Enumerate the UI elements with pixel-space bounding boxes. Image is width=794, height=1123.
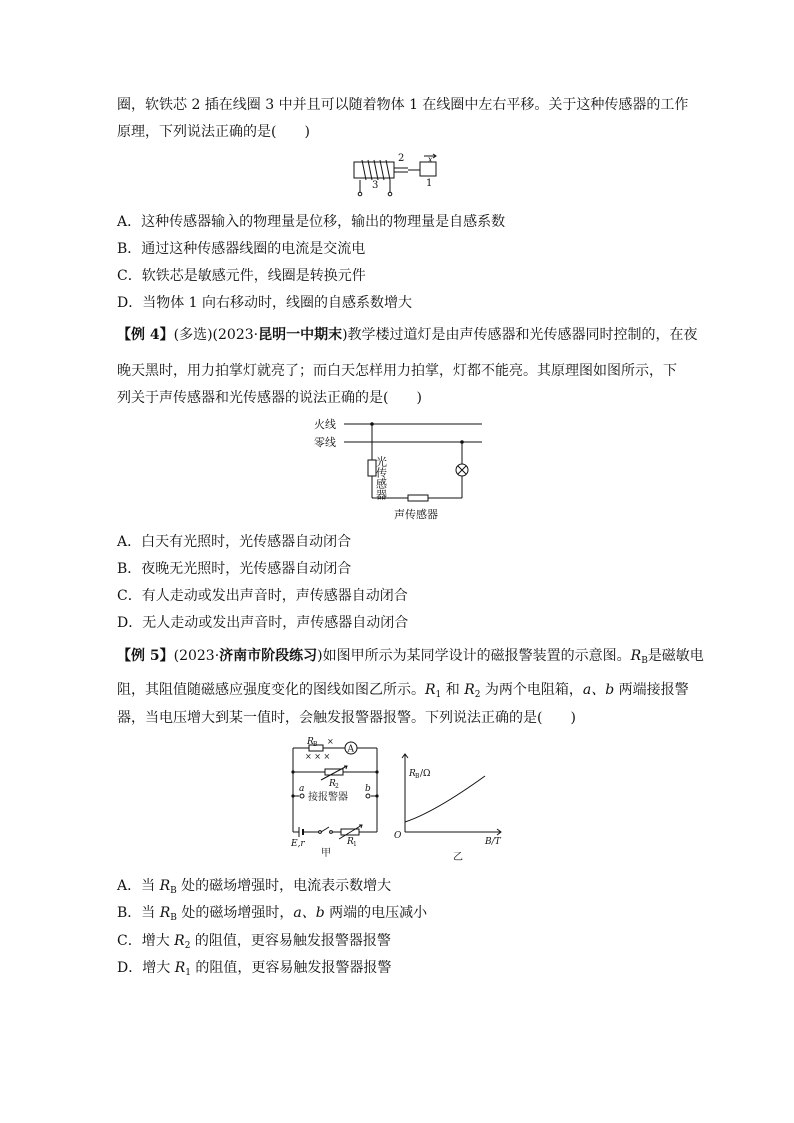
ex5-prefix: (2023·: [173, 648, 220, 664]
ex5-stem-line3: 器，当电压增大到某一值时，会触发报警器报警。下列说法正确的是( ): [117, 710, 576, 726]
ex4-source: 昆明一中期末: [258, 327, 343, 343]
ex4-option-d: D．无人走动或发出声音时，声传感器自动闭合: [117, 615, 409, 631]
label-x: x: [428, 155, 433, 164]
label-2: 2: [398, 153, 405, 164]
magnetic-alarm-figure: [285, 736, 525, 866]
ex5-option-a: [117, 876, 391, 896]
graph-ylabel-sub: B: [415, 773, 420, 780]
ex5-tag: 【例 5】: [117, 648, 174, 664]
live-wire-label: 火线: [314, 418, 336, 431]
ex4-option-b: B．夜晚无光照时，光传感器自动闭合: [117, 561, 352, 577]
ex5-option-a-sub: B: [170, 886, 177, 896]
r2-subscript: 2: [474, 690, 481, 700]
graph-ylabel: R: [409, 769, 416, 779]
r2-label: R: [329, 779, 336, 789]
q3-option-b: B．通过这种传感器线圈的电流是交流电: [117, 241, 366, 257]
ammeter-symbol: A: [347, 744, 354, 755]
ex5-option-b-pre: B．当: [117, 905, 160, 921]
ex5-option-d-sub: 1: [185, 968, 191, 978]
ex5-option-d-var: R: [174, 960, 186, 976]
q3-option-d: D．当物体 1 向右移动时，线圈的自感系数增大: [117, 295, 413, 311]
crosses-row: × × ×: [305, 752, 331, 761]
ex5-option-b-ab: a、b: [293, 905, 325, 921]
q3-stem-line2: 原理，下列说法正确的是( ): [117, 124, 310, 140]
light-sensor-label: 光传感器: [374, 456, 388, 500]
ex5-option-b-var: R: [159, 905, 171, 921]
emf-label: E,r: [291, 839, 305, 849]
displacement-sensor-figure: [350, 150, 460, 200]
graph-xlabel: B/T: [485, 837, 501, 847]
rb-subscript: B: [641, 656, 648, 666]
r1-subscript: 1: [435, 690, 442, 700]
ex5-option-c: [117, 931, 391, 951]
r1-symbol: R: [425, 682, 436, 698]
ex5-option-c-pre: C．增大: [117, 933, 175, 949]
ex5-option-b-post2: 两端的电压减小: [324, 905, 428, 921]
ex5-source: 济南市阶段练习: [219, 648, 318, 664]
q3-stem-line1: 圈，软铁芯 2 插在线圈 3 中并且可以随着物体 1 在线圈中左右平移。关于这种传感器的工作: [117, 97, 689, 113]
ex5-option-c-post: 的阻值，更容易触发报警器报警: [190, 933, 391, 949]
ex4-stem-line3: 列关于声传感器和光传感器的说法正确的是( ): [117, 390, 422, 406]
r2-label-sub: 2: [335, 783, 339, 790]
ab-symbols: a、b: [582, 682, 615, 698]
ex4-stem-line2: 晚天黑时，用力拍掌灯就亮了；而白天怎样用力拍掌，灯都不能亮。其原理图如图所示，下: [117, 363, 677, 379]
ex5-option-d-pre: D．增大: [117, 960, 175, 976]
label-3: 3: [372, 180, 379, 191]
ex5-stem-end: 是磁敏电: [647, 648, 704, 664]
ex5-stem-line2-and: 和: [445, 682, 465, 698]
alarm-label: 接报警器: [308, 792, 348, 803]
rb-label-sub: B: [313, 741, 318, 748]
q3-option-a: A．这种传感器输入的物理量是位移，输出的物理量是自感系数: [117, 214, 506, 230]
q3-option-c: C．软铁芯是敏感元件，线圈是转换元件: [117, 268, 366, 284]
ex5-option-b: [117, 903, 427, 923]
caption-jia: 甲: [321, 848, 331, 859]
ex5-option-b-post: 处的磁场增强时，: [176, 905, 294, 921]
rb-symbol: R: [630, 648, 642, 664]
r2-symbol: R: [464, 682, 475, 698]
r1-label-sub: 1: [353, 841, 357, 848]
ex5-option-a-post: 处的磁场增强时，电流表示数增大: [176, 878, 392, 894]
ex4-stem-line1: [117, 325, 698, 345]
ex5-stem-rest: )如图甲所示为某同学设计的磁报警装置的示意图。: [317, 648, 631, 664]
terminal-b: b: [365, 784, 371, 794]
ex5-option-a-var: R: [159, 878, 171, 894]
ex4-option-c: C．有人走动或发出声音时，声传感器自动闭合: [117, 588, 408, 604]
rb-label: R: [307, 737, 314, 747]
ex5-stem-line2: [117, 680, 689, 700]
ex4-option-a: A．白天有光照时，光传感器自动闭合: [117, 534, 352, 550]
ex5-stem-line2-a: 阻，其阻值随磁感应强度变化的图线如图乙所示。: [117, 682, 425, 698]
ex4-prefix: (多选)(2023·: [173, 327, 259, 343]
ex4-stem-rest: )教学楼过道灯是由声传感器和光传感器同时控制的，在夜: [342, 327, 698, 343]
graph-origin: O: [394, 831, 402, 841]
ex5-stem-line2-c: 两端接报警: [614, 682, 689, 698]
sound-sensor-label: 声传感器: [394, 508, 438, 521]
caption-yi: 乙: [453, 852, 463, 863]
label-1: 1: [426, 178, 433, 189]
ex4-tag: 【例 4】: [117, 327, 174, 343]
ex5-option-c-var: R: [174, 933, 185, 949]
ex5-option-c-sub: 2: [184, 941, 191, 951]
ex5-option-a-pre: A．当: [117, 878, 160, 894]
ex5-stem-line1: [117, 646, 704, 666]
lamp-circuit-figure: [310, 414, 490, 524]
ex5-option-d: [117, 958, 391, 978]
ex5-stem-line2-b: 为两个电阻箱，: [484, 682, 583, 698]
neutral-wire-label: 零线: [314, 436, 336, 449]
crosses-top: ×: [327, 737, 334, 746]
terminal-a: a: [299, 784, 305, 794]
r1-label: R: [347, 837, 354, 847]
ex5-option-d-post: 的阻值，更容易触发报警器报警: [190, 960, 392, 976]
ex5-option-b-sub: B: [170, 913, 177, 923]
graph-yunit: /Ω: [420, 769, 431, 779]
